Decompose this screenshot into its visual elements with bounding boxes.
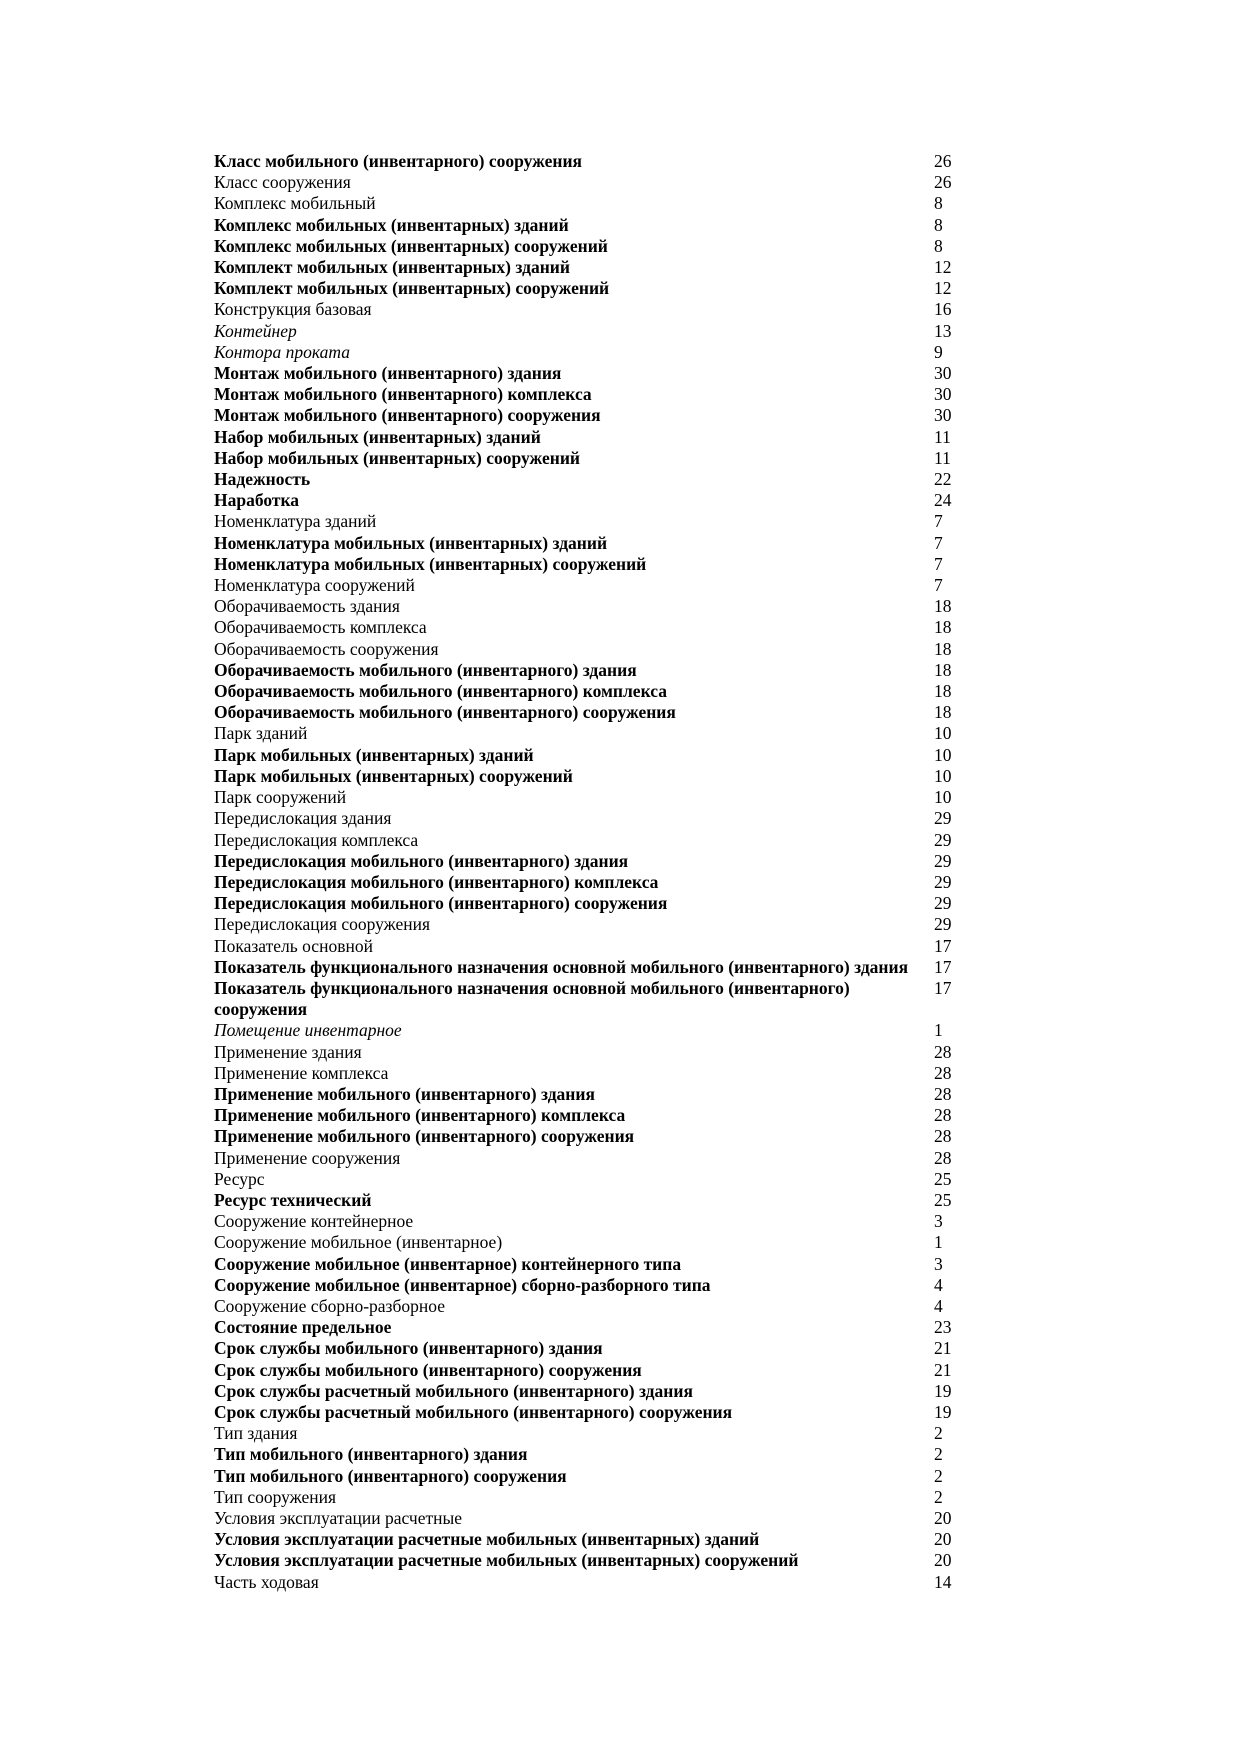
- index-term: Конструкция базовая: [214, 299, 372, 320]
- index-page-number: 18: [934, 702, 952, 723]
- index-page-number: 7: [934, 553, 943, 574]
- index-term: Оборачиваемость мобильного (инвентарного) здания: [214, 659, 637, 680]
- index-entry: [214, 215, 974, 236]
- index-entry: [214, 1126, 974, 1147]
- index-term: Номенклатура мобильных (инвентарных) сооружений: [214, 553, 647, 574]
- index-page-number: 19: [934, 1380, 952, 1401]
- index-entry: [214, 427, 974, 448]
- index-page-number: 4: [934, 1274, 943, 1295]
- index-term: Применение мобильного (инвентарного) сооружения: [214, 1126, 635, 1147]
- index-entry: [214, 1402, 974, 1423]
- index-entry: [214, 1169, 974, 1190]
- index-term: Монтаж мобильного (инвентарного) комплекса: [214, 384, 592, 405]
- index-term: Контейнер: [214, 320, 297, 341]
- index-term: Применение сооружения: [214, 1147, 401, 1168]
- index-entry: [214, 1381, 974, 1402]
- index-page-number: 3: [934, 1211, 943, 1232]
- index-entry: [214, 554, 974, 575]
- index-entry: [214, 1275, 974, 1296]
- index-term: Комплект мобильных (инвентарных) зданий: [214, 257, 570, 278]
- index-entry: [214, 808, 974, 829]
- index-term: Срок службы мобильного (инвентарного) здания: [214, 1338, 603, 1359]
- index-term: Сооружение мобильное (инвентарное): [214, 1232, 503, 1253]
- index-entry: [214, 1423, 974, 1444]
- index-page-number: 24: [934, 490, 952, 511]
- index-entry: [214, 533, 974, 554]
- index-term: Номенклатура мобильных (инвентарных) зданий: [214, 532, 608, 553]
- index-term: Номенклатура зданий: [214, 511, 377, 532]
- index-term: Применение здания: [214, 1041, 362, 1062]
- index-term: Надежность: [214, 469, 311, 490]
- index-page-number: 10: [934, 744, 952, 765]
- index-entry: [214, 1487, 974, 1508]
- index-term: Парк сооружений: [214, 787, 347, 808]
- index-term: Оборачиваемость комплекса: [214, 617, 427, 638]
- index-page-number: 29: [934, 871, 952, 892]
- index-term: Тип мобильного (инвентарного) здания: [214, 1444, 528, 1465]
- index-entry: [214, 1550, 974, 1571]
- index-page-number: 14: [934, 1571, 952, 1592]
- index-term: Сооружение сборно-разборное: [214, 1295, 445, 1316]
- index-term: Оборачиваемость мобильного (инвентарного) сооружения: [214, 702, 676, 723]
- index-page-number: 18: [934, 638, 952, 659]
- index-entry: [214, 914, 974, 935]
- index-term: Контора проката: [214, 341, 351, 362]
- index-page-number: 20: [934, 1550, 952, 1571]
- index-entry: [214, 787, 974, 808]
- index-page-number: 28: [934, 1041, 952, 1062]
- index-page-number: 11: [934, 426, 951, 447]
- index-term: Ресурс технический: [214, 1189, 372, 1210]
- index-page-number: 1: [934, 1020, 943, 1041]
- index-entry: [214, 193, 974, 214]
- index-page-number: 12: [934, 257, 952, 278]
- index-entry: [214, 766, 974, 787]
- index-entry: [214, 1338, 974, 1359]
- index-term: Номенклатура сооружений: [214, 575, 415, 596]
- index-term: Условия эксплуатации расчетные мобильных (инвентарных) сооружений: [214, 1550, 799, 1571]
- index-entry: [214, 639, 974, 660]
- index-page-number: 7: [934, 532, 943, 553]
- index-page-number: 18: [934, 596, 952, 617]
- index-entry: [214, 893, 974, 914]
- index-entry: [214, 617, 974, 638]
- index-page-number: 20: [934, 1508, 952, 1528]
- index-page-number: 10: [934, 765, 952, 786]
- index-entry: [214, 1572, 974, 1593]
- index-term: Тип мобильного (инвентарного) сооружения: [214, 1465, 567, 1486]
- index-entry: [214, 448, 974, 469]
- index-term: Оборачиваемость мобильного (инвентарного) комплекса: [214, 681, 667, 702]
- index-term: Показатель функционального назначения основной мобильного (инвентарного) здания: [214, 956, 909, 977]
- index-page-number: 18: [934, 681, 952, 702]
- index-entry: [214, 1020, 974, 1041]
- index-page-number: 13: [934, 320, 952, 341]
- index-page-number: 28: [934, 1105, 952, 1126]
- index-page-number: 8: [934, 193, 943, 214]
- index-term: Сооружение контейнерное: [214, 1211, 414, 1232]
- index-term: Комплекс мобильных (инвентарных) зданий: [214, 214, 569, 235]
- index-page-number: 20: [934, 1529, 952, 1550]
- index-term: Парк мобильных (инвентарных) зданий: [214, 744, 534, 765]
- index-page-number: 26: [934, 151, 952, 171]
- index-term: Передислокация здания: [214, 808, 392, 829]
- index-term: Передислокация мобильного (инвентарного) здания: [214, 850, 629, 871]
- index-term: Тип сооружения: [214, 1486, 337, 1507]
- index-page-number: 19: [934, 1401, 952, 1422]
- index-page-number: 2: [934, 1444, 943, 1465]
- index-entry: [214, 1360, 974, 1381]
- index-entry: [214, 1296, 974, 1317]
- index-entry: [214, 236, 974, 257]
- index-entry: [214, 830, 974, 851]
- index-entry: [214, 702, 974, 723]
- index-term: Класс сооружения: [214, 172, 351, 193]
- index-page-number: 10: [934, 787, 952, 808]
- index-entry: [214, 1444, 974, 1465]
- index-entry: [214, 511, 974, 532]
- index-term: Монтаж мобильного (инвентарного) здания: [214, 363, 562, 384]
- index-page-number: 7: [934, 511, 943, 532]
- index-entry: [214, 151, 974, 172]
- index-page-number: 17: [934, 977, 952, 998]
- index-term: Сооружение мобильное (инвентарное) контейнерного типа: [214, 1253, 682, 1274]
- index-page-number: 8: [934, 214, 943, 235]
- index-page-number: 30: [934, 405, 952, 426]
- index-entry: [214, 363, 974, 384]
- index-page-number: 18: [934, 617, 952, 638]
- index-term: Класс мобильного (инвентарного) сооружения: [214, 151, 583, 171]
- index-entry: [214, 723, 974, 744]
- index-entry: [214, 681, 974, 702]
- index-term: Оборачиваемость сооружения: [214, 638, 439, 659]
- index-page-number: 21: [934, 1338, 952, 1359]
- index-page-number: 23: [934, 1317, 952, 1338]
- index-page-number: 28: [934, 1083, 952, 1104]
- index-entry: [214, 405, 974, 426]
- index-term: Условия эксплуатации расчетные: [214, 1508, 463, 1528]
- index-page-number: 26: [934, 172, 952, 193]
- index-entry: [214, 1148, 974, 1169]
- index-term: Срок службы расчетный мобильного (инвентарного) здания: [214, 1380, 693, 1401]
- index-term: Набор мобильных (инвентарных) сооружений: [214, 447, 581, 468]
- index-entry: [214, 342, 974, 363]
- index-term: Показатель функционального назначения основной мобильного (инвентарного) сооружения: [214, 977, 850, 1020]
- index-term: Часть ходовая: [214, 1571, 319, 1592]
- index-term: Применение комплекса: [214, 1062, 389, 1083]
- index-entry: [214, 1529, 974, 1550]
- index-page-number: 28: [934, 1062, 952, 1083]
- index-page-number: 9: [934, 341, 943, 362]
- index-page-number: 7: [934, 575, 943, 596]
- index-page-number: 18: [934, 659, 952, 680]
- index-term: Комплекс мобильный: [214, 193, 376, 214]
- index-page-number: 29: [934, 850, 952, 871]
- index-entry: [214, 872, 974, 893]
- index-entry: [214, 1508, 974, 1529]
- index-page-number: 29: [934, 829, 952, 850]
- index-entry: [214, 278, 974, 299]
- index-page-number: 25: [934, 1168, 952, 1189]
- index-entry: [214, 299, 974, 320]
- index-term: Наработка: [214, 490, 300, 511]
- index-page-number: 28: [934, 1126, 952, 1147]
- index-term: Передислокация комплекса: [214, 829, 419, 850]
- index-entry: [214, 1211, 974, 1232]
- index-entry: [214, 469, 974, 490]
- index-entry: [214, 978, 974, 1020]
- index-page-number: 16: [934, 299, 952, 320]
- index-page-number: 1: [934, 1232, 943, 1253]
- index-entry: [214, 575, 974, 596]
- index-entry: [214, 384, 974, 405]
- index-term: Комплекс мобильных (инвентарных) сооружений: [214, 235, 608, 256]
- index-entry: [214, 257, 974, 278]
- index-entry: [214, 1042, 974, 1063]
- alphabetical-index: [214, 151, 974, 1593]
- index-page-number: 3: [934, 1253, 943, 1274]
- index-term: Передислокация мобильного (инвентарного) сооружения: [214, 893, 668, 914]
- index-page-number: 8: [934, 235, 943, 256]
- index-term: Состояние предельное: [214, 1317, 392, 1338]
- index-entry: [214, 490, 974, 511]
- index-entry: [214, 1190, 974, 1211]
- index-page-number: 4: [934, 1295, 943, 1316]
- index-term: Передислокация мобильного (инвентарного) комплекса: [214, 871, 659, 892]
- index-entry: [214, 172, 974, 193]
- index-term: Тип здания: [214, 1423, 298, 1444]
- index-page-number: 11: [934, 447, 951, 468]
- index-entry: [214, 1466, 974, 1487]
- index-page-number: 17: [934, 956, 952, 977]
- index-entry: [214, 1105, 974, 1126]
- index-page-number: 10: [934, 723, 952, 744]
- index-page-number: 2: [934, 1465, 943, 1486]
- index-page-number: 12: [934, 278, 952, 299]
- index-entry: [214, 321, 974, 342]
- index-term: Применение мобильного (инвентарного) комплекса: [214, 1105, 626, 1126]
- index-page-number: 29: [934, 808, 952, 829]
- index-entry: [214, 936, 974, 957]
- index-term: Комплект мобильных (инвентарных) сооружений: [214, 278, 610, 299]
- index-term: Оборачиваемость здания: [214, 596, 400, 617]
- index-page-number: 30: [934, 363, 952, 384]
- index-entry: [214, 660, 974, 681]
- index-term: Срок службы мобильного (инвентарного) сооружения: [214, 1359, 642, 1380]
- index-page-number: 22: [934, 469, 952, 490]
- index-term: Монтаж мобильного (инвентарного) сооружения: [214, 405, 601, 426]
- index-entry: [214, 1084, 974, 1105]
- index-page-number: 21: [934, 1359, 952, 1380]
- index-entry: [214, 1254, 974, 1275]
- index-page-number: 2: [934, 1423, 943, 1444]
- index-page-number: 29: [934, 893, 952, 914]
- index-entry: [214, 957, 974, 978]
- index-term: Набор мобильных (инвентарных) зданий: [214, 426, 541, 447]
- index-entry: [214, 1063, 974, 1084]
- index-term: Парк зданий: [214, 723, 308, 744]
- index-term: Парк мобильных (инвентарных) сооружений: [214, 765, 573, 786]
- index-term: Применение мобильного (инвентарного) здания: [214, 1083, 595, 1104]
- index-entry: [214, 1232, 974, 1253]
- index-term: Сооружение мобильное (инвентарное) сборно-разборного типа: [214, 1274, 711, 1295]
- index-list: [214, 151, 974, 1593]
- index-term: Ресурс: [214, 1168, 265, 1189]
- index-entry: [214, 851, 974, 872]
- index-page-number: 28: [934, 1147, 952, 1168]
- index-entry: [214, 1317, 974, 1338]
- index-entry: [214, 745, 974, 766]
- index-page-number: 29: [934, 914, 952, 935]
- index-term: Условия эксплуатации расчетные мобильных (инвентарных) зданий: [214, 1529, 760, 1550]
- index-term: Срок службы расчетный мобильного (инвентарного) сооружения: [214, 1401, 733, 1422]
- index-page-number: 17: [934, 935, 952, 956]
- index-page-number: 25: [934, 1189, 952, 1210]
- index-term: Передислокация сооружения: [214, 914, 431, 935]
- index-entry: [214, 596, 974, 617]
- index-page-number: 30: [934, 384, 952, 405]
- index-page-number: 2: [934, 1486, 943, 1507]
- index-term: Помещение инвентарное: [214, 1020, 402, 1041]
- index-term: Показатель основной: [214, 935, 373, 956]
